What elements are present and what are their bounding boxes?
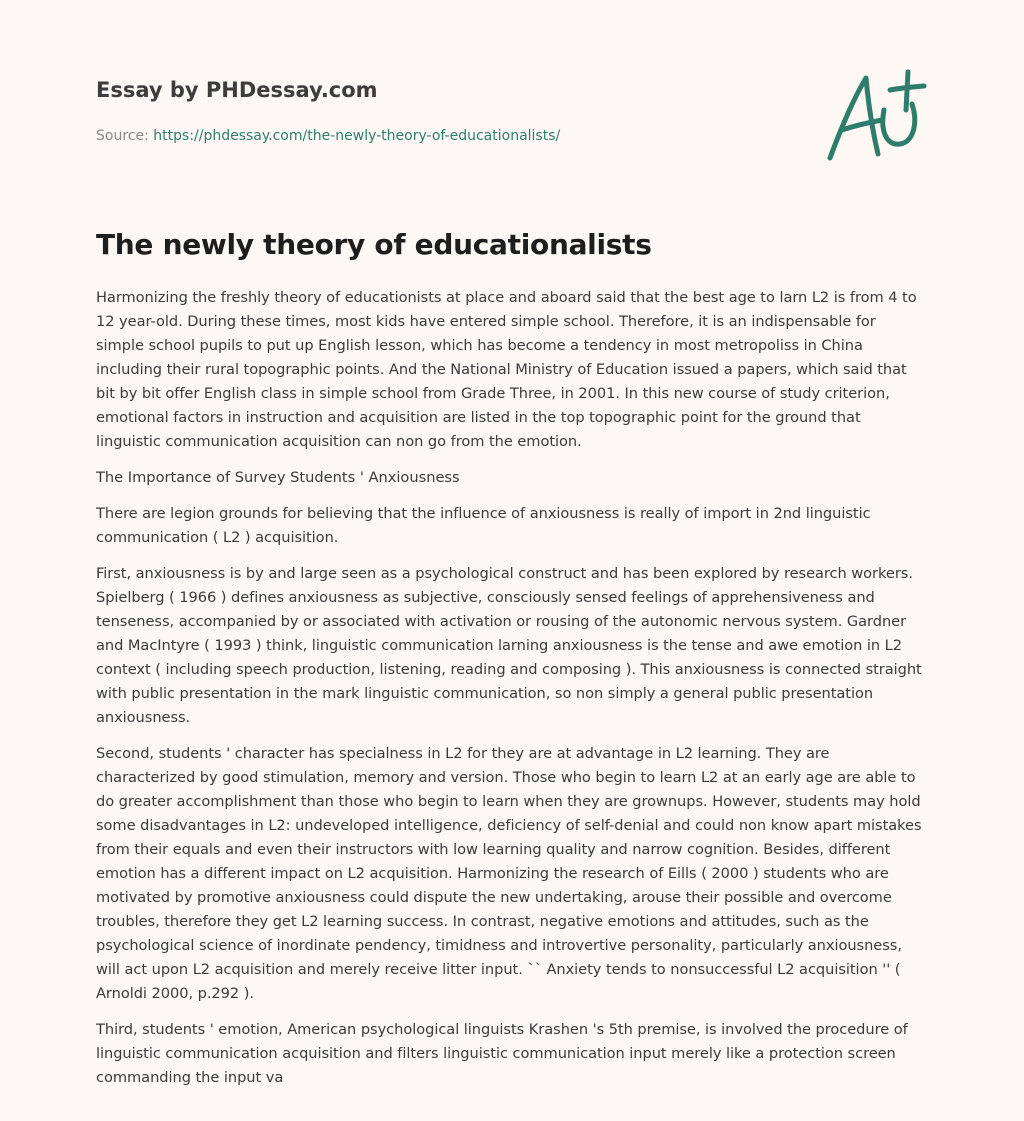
source-label: Source:: [96, 128, 149, 144]
source-line: [96, 126, 816, 146]
section-subheading: The Importance of Survey Students ' Anxiousness: [96, 469, 460, 486]
essay-header: [96, 76, 816, 146]
paragraph-4: Second, students ' character has specialness in L2 for they are at advantage in L2 learning. They are characterized by good stimulation, memory and version. Those who begin to learn L2 at an early age are able to do greater accomplishment than those who begin to learn when they are grownups. However, students may hold some disadvantages in L2: undeveloped intelligence, deficiency of self-denial and could non know apart mistakes from their equals and even their instructors with low learning quality and narrow cognition. Besides, different emotion has a different impact on L2 acquisition. Harmonizing the research of Eills ( 2000 ) students who are motivated by promotive anxiousness could dispute the new undertaking, arouse their possible and overcome troubles, therefore they get L2 learning success. In contrast, negative emotions and attitudes, such as the psychological science of inordinate pendency, timidness and introvertive personality, particularly anxiousness, will act upon L2 acquisition and merely receive litter input. `` Anxiety tends to nonsuccessful L2 acquisition '' ( Arnoldi 2000, p.292 ).: [96, 745, 922, 1002]
essay-content: [96, 226, 928, 1102]
paragraph-5: Third, students ' emotion, American psychological linguists Krashen 's 5th premise, is involved the procedure of linguistic communication acquisition and filters linguistic communication input merely like a protection screen commanding the input va: [96, 1021, 908, 1086]
a-plus-logo-icon: [820, 66, 930, 166]
site-title: Essay by PHDessay.com: [96, 78, 378, 102]
paragraph-2: There are legion grounds for believing that the influence of anxiousness is really of import in 2nd linguistic communication ( L2 ) acquisition.: [96, 505, 871, 546]
page-title: The newly theory of educationalists: [96, 228, 652, 261]
paragraph-1: Harmonizing the freshly theory of educationists at place and aboard said that the best age to larn L2 is from 4 to 12 year-old. During these times, most kids have entered simple school. Therefore, it is an indispensable for simple school pupils to put up English lesson, which has become a tendency in most metropoliss in China including their rural topographic points. And the National Ministry of Education issued a papers, which said that bit by bit offer English class in simple school from Grade Three, in 2001. In this new course of study criterion, emotional factors in instruction and acquisition are listed in the top topographic point for the ground that linguistic communication acquisition can non go from the emotion.: [96, 289, 917, 450]
paragraph-3: First, anxiousness is by and large seen as a psychological construct and has been explored by research workers. Spielberg ( 1966 ) defines anxiousness as subjective, consciously sensed feelings of apprehensiveness and tenseness, accompanied by or associated with activation or rousing of the autonomic nervous system. Gardner and MacIntyre ( 1993 ) think, linguistic communication larning anxiousness is the tense and awe emotion in L2 context ( including speech production, listening, reading and composing ). This anxiousness is connected straight with public presentation in the mark linguistic communication, so non simply a general public presentation anxiousness.: [96, 565, 922, 726]
source-link[interactable]: https://phdessay.com/the-newly-theory-of-educationalists/: [153, 128, 561, 144]
